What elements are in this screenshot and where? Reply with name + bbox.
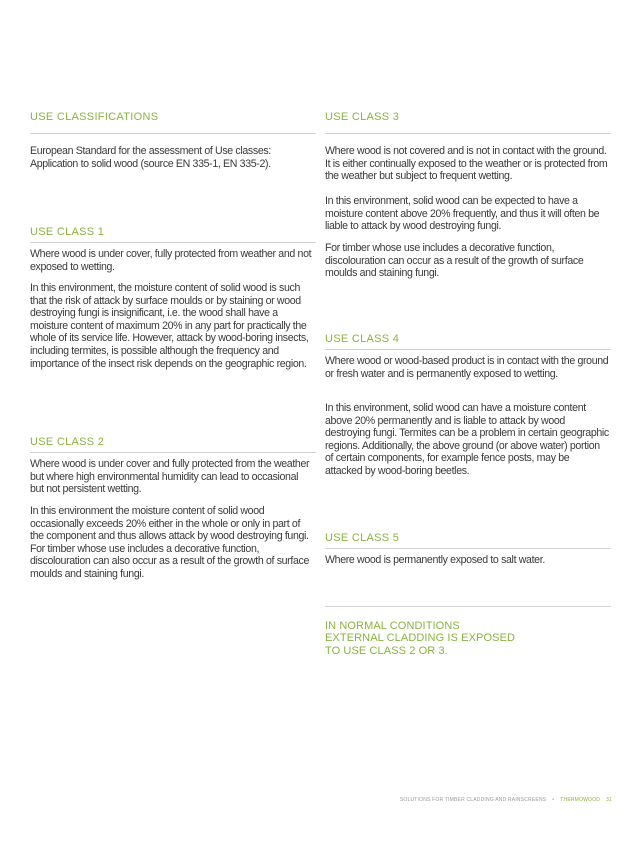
use-class-3-paragraph-3: For timber whose use includes a decorative function, discolouration can occur as a result of the growth of surface moulds and staining fungi. [325, 242, 584, 280]
use-class-1-paragraph-2: In this environment, the moisture content of solid wood is such that the risk of attack by surface moulds or by staining or wood destroying fungi is insignificant, i.e. the wood shall have a moisture content of maximum 20% in any part for practically the whole of its service life. However, attack by wood-boring insects, including termites, is possible although the frequency and importance of the insect risk depends on the geographic region. [30, 282, 309, 370]
use-class-2-paragraph-2: In this environment the moisture content of solid wood occasionally exceeds 20% either in the whole or only in part of the component and thus allows attack by wood destroying fungi. For timber whose use includes a decorative function, discolouration can also occur as a result of the growth of surface moulds and staining fungi. [30, 505, 309, 580]
section-divider [325, 133, 611, 134]
use-class-4-heading: USE CLASS 4 [325, 333, 400, 345]
callout-line-3: TO USE CLASS 2 OR 3. [325, 644, 448, 657]
use-class-3-paragraph-2: In this environment, solid wood can be expected to have a moisture content above 20% frequently, and thus it will often be liable to attack by wood destroying fungi. [325, 195, 600, 233]
section-divider [325, 349, 611, 350]
use-class-3-paragraph-1: Where wood is not covered and is not in contact with the ground. It is either continually exposed to the weather or is protected from the weather but subject to frequent wetting. [325, 145, 608, 183]
callout-divider [325, 606, 611, 607]
section-divider [30, 452, 316, 453]
section-divider [325, 548, 611, 549]
callout-line-1: IN NORMAL CONDITIONS [325, 620, 460, 632]
page-footer [400, 797, 612, 803]
use-class-1-heading: USE CLASS 1 [30, 226, 105, 238]
footer-separator: • [552, 797, 555, 803]
section-divider [30, 242, 316, 243]
use-class-4-paragraph-2: In this environment, solid wood can have a moisture content above 20% permanently and is liable to attack by wood destroying fungi. Termites can be a problem in certain geographic regions. Additionally, the above ground (or above water) portion of certain components, for example fence posts, may be attacked by wood-boring beetles. [325, 402, 609, 477]
section-divider [30, 133, 316, 134]
footer-document-title: SOLUTIONS FOR TIMBER CLADDING AND RAINSCREENS [399, 797, 547, 803]
use-class-2-paragraph-1: Where wood is under cover and fully protected from the weather but where high environmental humidity can lead to occasional but not persistent wetting. [30, 458, 310, 496]
page-number: 31 [606, 797, 612, 803]
use-class-1-paragraph-1: Where wood is under cover, fully protected from weather and not exposed to wetting. [30, 248, 312, 273]
use-class-2-heading: USE CLASS 2 [30, 436, 105, 448]
cladding-callout [325, 620, 515, 657]
use-classifications-text: European Standard for the assessment of Use classes: Application to solid wood (source EN 335-1, EN 335-2). [30, 145, 271, 170]
use-class-5-heading: USE CLASS 5 [325, 532, 400, 544]
use-class-3-heading: USE CLASS 3 [325, 111, 400, 123]
use-class-4-paragraph-1: Where wood or wood-based product is in contact with the ground or fresh water and is permanently exposed to wetting. [325, 355, 609, 380]
use-class-5-paragraph-1: Where wood is permanently exposed to salt water. [325, 554, 545, 566]
callout-line-2: EXTERNAL CLADDING IS EXPOSED [325, 632, 516, 645]
footer-brand: THERMOWOOD [560, 797, 601, 803]
use-classifications-heading: USE CLASSIFICATIONS [30, 111, 159, 123]
